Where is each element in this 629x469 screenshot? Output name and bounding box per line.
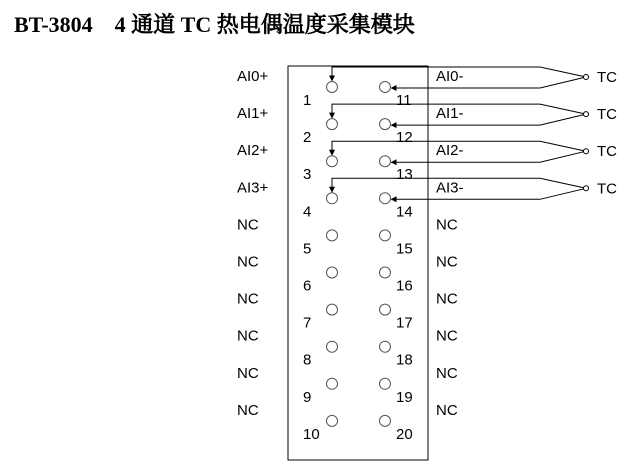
signal-label-right-17: NC [436,290,458,308]
signal-label-left-9: NC [237,364,259,382]
pin-number-13: 13 [396,166,413,184]
signal-label-left-3: AI2+ [237,142,269,160]
pin-number-2: 2 [303,129,312,147]
pin-circle-left-5 [327,230,338,241]
pin-number-4: 4 [303,203,312,221]
wire-negative-4 [395,188,587,199]
signal-label-right-14: AI3- [436,179,464,197]
signal-label-left-5: NC [237,216,259,234]
tc-junction-4 [584,186,589,191]
pin-circle-left-10 [327,415,338,426]
wire-negative-2 [395,114,587,125]
signal-label-left-4: AI3+ [237,179,269,197]
pin-number-17: 17 [396,314,413,332]
pin-circle-left-2 [327,119,338,130]
pin-number-12: 12 [396,129,413,147]
wire-negative-3 [395,151,587,162]
arrow-negative-1 [391,85,397,91]
pin-number-5: 5 [303,240,312,258]
sensor-label-4: TC [597,180,617,198]
signal-label-left-7: NC [237,290,259,308]
pin-circle-right-17 [380,304,391,315]
signal-label-right-15: NC [436,216,458,234]
signal-label-right-12: AI1- [436,105,464,123]
pin-circle-left-7 [327,304,338,315]
pin-number-9: 9 [303,388,312,406]
terminal-pins [327,82,391,427]
signal-label-left-8: NC [237,327,259,345]
pin-circle-right-20 [380,415,391,426]
signal-label-right-11: AI0- [436,68,464,85]
signal-label-right-20: NC [436,401,458,419]
pin-circle-right-12 [380,119,391,130]
pin-number-8: 8 [303,351,312,369]
pin-circle-right-14 [380,193,391,204]
signal-label-right-16: NC [436,253,458,271]
pin-circle-right-13 [380,156,391,167]
pin-number-10: 10 [303,425,320,443]
arrow-positive-4 [329,187,335,193]
pin-number-1: 1 [303,92,312,109]
pin-number-6: 6 [303,277,312,295]
signal-label-right-19: NC [436,364,458,382]
pin-number-11: 11 [396,92,412,109]
arrow-negative-4 [391,196,397,202]
pin-number-20: 20 [396,425,413,443]
page-title: BT-3804 4 通道 TC 热电偶温度采集模块 [14,12,415,37]
arrow-positive-2 [329,113,335,119]
pin-circle-right-16 [380,267,391,278]
pin-number-19: 19 [396,388,413,406]
pin-number-3: 3 [303,166,312,184]
pin-circle-left-3 [327,156,338,167]
pin-number-16: 16 [396,277,413,295]
arrow-negative-2 [391,122,397,128]
pin-number-15: 15 [396,240,413,258]
arrow-negative-3 [391,159,397,165]
sensor-label-3: TC [597,143,617,161]
signal-label-left-6: NC [237,253,259,271]
signal-label-left-10: NC [237,401,259,419]
pin-circle-right-19 [380,378,391,389]
arrow-positive-3 [329,150,335,156]
signal-label-left-2: AI1+ [237,105,269,123]
pin-number-18: 18 [396,351,413,369]
pin-labels [237,68,617,443]
pin-circle-left-4 [327,193,338,204]
wire-negative-1 [395,77,587,88]
pin-circle-right-18 [380,341,391,352]
sensor-label-2: TC [597,106,617,124]
signal-label-right-13: AI2- [436,142,464,160]
sensor-label-1: TC [597,69,617,86]
pin-number-14: 14 [396,203,413,221]
pin-circle-right-11 [380,82,391,93]
pin-circle-left-9 [327,378,338,389]
pin-circle-left-8 [327,341,338,352]
arrow-positive-1 [329,76,335,82]
pin-number-7: 7 [303,314,312,332]
signal-label-right-18: NC [436,327,458,345]
pin-circle-right-15 [380,230,391,241]
tc-junction-1 [584,75,589,80]
tc-junction-2 [584,112,589,117]
tc-junction-3 [584,149,589,154]
signal-label-left-1: AI0+ [237,68,269,85]
pin-circle-left-1 [327,82,338,93]
pin-circle-left-6 [327,267,338,278]
